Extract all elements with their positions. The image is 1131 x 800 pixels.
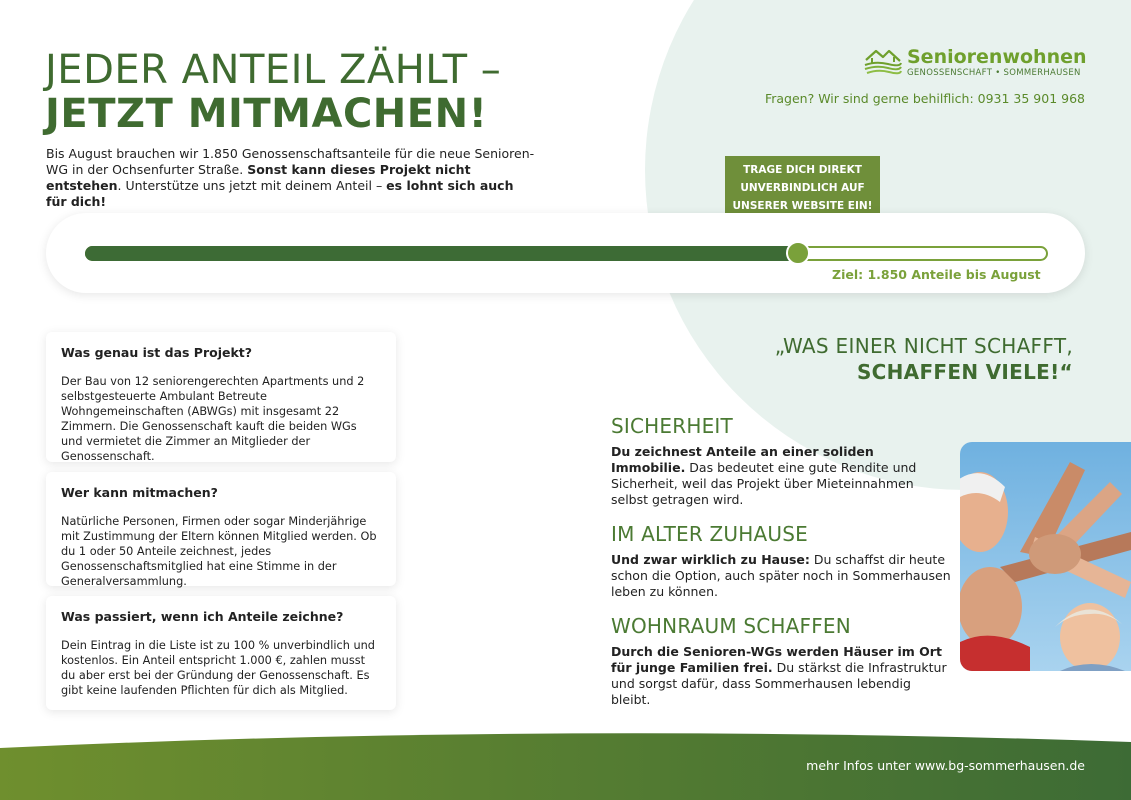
- logo: [864, 46, 1087, 79]
- benefit-title: IM ALTER ZUHAUSE: [611, 522, 808, 546]
- faq-card-project: [46, 332, 396, 462]
- intro-text: Bis August brauchen wir 1.850 Genossenschaftsanteile für die neue Senioren-WG in der Ochsenfurter Straße. Sonst kann dieses Projekt nicht entstehen. Unterstütze uns jetzt mit deinem Anteil – es lohnt sich auch für dich!: [46, 146, 535, 209]
- progress-track: [85, 246, 1048, 261]
- headline-line-2: JETZT MITMACHEN!: [45, 91, 488, 137]
- house-hills-icon: [864, 46, 902, 78]
- footer-website[interactable]: mehr Infos unter www.bg-sommerhausen.de: [806, 758, 1085, 773]
- cta-line-3: UNSERER WEBSITE EIN!: [732, 200, 873, 212]
- logo-subtitle: GENOSSENSCHAFT • SOMMERHAUSEN: [907, 68, 1081, 78]
- progress-goal-label: Ziel: 1.850 Anteile bis August: [832, 267, 1041, 282]
- cta-box[interactable]: [725, 156, 880, 218]
- hands-together-photo: [960, 442, 1131, 671]
- page-title: [45, 48, 501, 136]
- faq-answer: Der Bau von 12 seniorengerechten Apartments und 2 selbstgesteuerte Ambulant Betreute Wohngemeinschaften (ABWGs) mit insgesamt 22 Zimmern. Die Genossenschaft kauft die beiden WGs und vermietet die Zimmer an Mitglieder der Genossenschaft.: [61, 375, 365, 463]
- contact-phone: Fragen? Wir sind gerne behilflich: 0931 35 901 968: [764, 91, 1085, 106]
- quote: [775, 333, 1073, 385]
- benefit-title: WOHNRAUM SCHAFFEN: [611, 614, 851, 638]
- headline-line-1: JEDER ANTEIL ZÄHLT –: [45, 47, 502, 93]
- faq-card-participation: [46, 472, 396, 586]
- progress-knob: [786, 241, 810, 265]
- benefit-security: [611, 414, 951, 508]
- benefit-text: Du zeichnest Anteile an einer soliden Immobilie. Das bedeutet eine gute Rendite und Sicherheit, weil das Projekt über Mieteinnahmen selbst getragen wird.: [611, 444, 917, 507]
- logo-title: Seniorenwohnen: [907, 46, 1087, 68]
- faq-card-subscription: [46, 596, 396, 710]
- faq-question: Was genau ist das Projekt?: [61, 345, 253, 360]
- quote-line-1: „WAS EINER NICHT SCHAFFT,: [774, 334, 1073, 358]
- faq-question: Was passiert, wenn ich Anteile zeichne?: [61, 609, 344, 624]
- benefit-living-space: [611, 614, 951, 708]
- benefit-text: Durch die Senioren-WGs werden Häuser im Ort für junge Familien frei. Du stärkst die Infrastruktur und sorgst dafür, dass Sommerhausen lebendig bleibt.: [611, 644, 947, 707]
- faq-answer: Dein Eintrag in die Liste ist zu 100 % unverbindlich und kostenlos. Ein Anteil entspricht 1.000 €, zahlen musst du aber erst bei der Gründung der Genossenschaft. Es gibt keine laufenden Pflichten für dich als Mitglied.: [61, 639, 375, 697]
- cta-line-1: TRAGE DICH DIREKT: [743, 164, 862, 176]
- benefit-text: Und zwar wirklich zu Hause: Du schaffst dir heute schon die Option, auch später noch in Sommerhausen leben zu können.: [611, 552, 951, 599]
- progress-fill: [85, 246, 798, 261]
- quote-line-2: SCHAFFEN VIELE!“: [856, 360, 1073, 384]
- cta-line-2: UNVERBINDLICH AUF: [740, 182, 865, 194]
- progress-card: [46, 213, 1085, 293]
- benefit-title: SICHERHEIT: [611, 414, 733, 438]
- faq-answer: Natürliche Personen, Firmen oder sogar Minderjährige mit Zustimmung der Eltern können Mitglied werden. Ob du 1 oder 50 Anteile zeichnest, jedes Genossenschaftsmitglied hat eine Stimme in der Generalversammlung.: [61, 515, 377, 588]
- benefit-home: [611, 522, 951, 600]
- faq-question: Wer kann mitmachen?: [61, 485, 218, 500]
- photo-illustration: [960, 442, 1131, 671]
